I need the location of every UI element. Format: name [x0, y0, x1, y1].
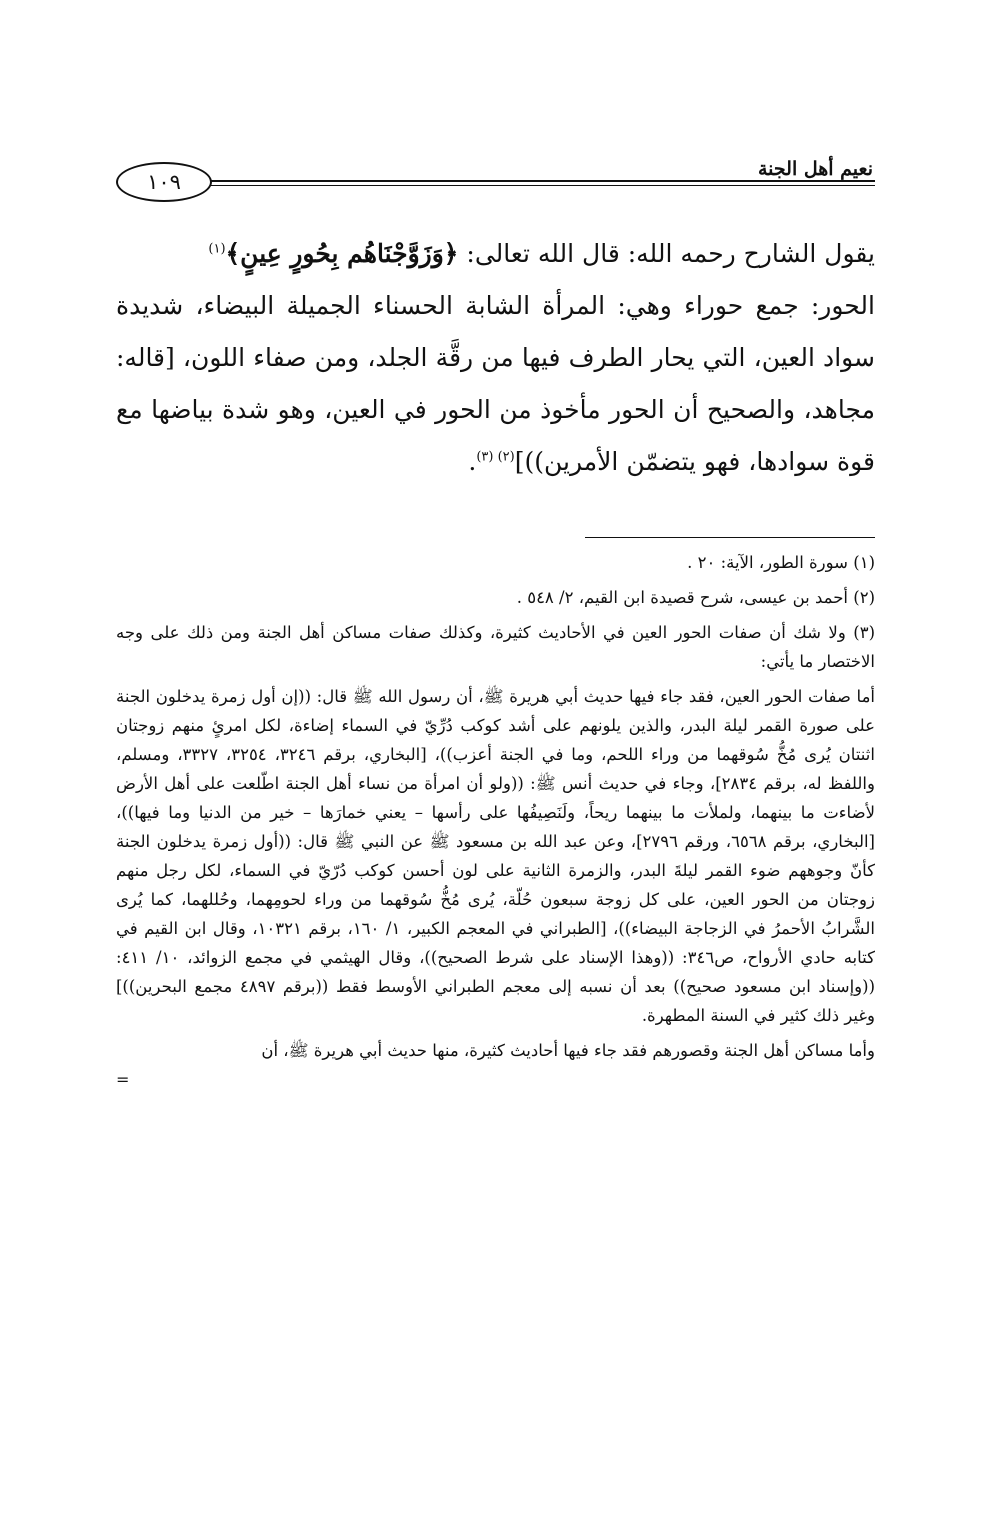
running-header-title: نعيم أهل الجنة [757, 158, 873, 180]
footnote-ref-1: (١) [208, 241, 226, 257]
continuation-mark: = [116, 1070, 130, 1089]
main-paragraph [116, 228, 875, 488]
header-rule [205, 180, 875, 186]
footnote-2: (٢) أحمد بن عيسى، شرح قصيدة ابن القيم، ٢/ ٥٤٨ . [516, 588, 875, 607]
main-body: الحور: جمع حوراء وهي: المرأة الشابة الحسناء الجميلة البيضاء، شديدة سواد العين، التي يحار الطرف فيها من رقَّة الجلد، ومن صفاء اللون، [قاله: مجاهد، والصحيح أن الحور مأخوذ من الحور في العين، وهو شدة بياضها مع قوة سوادها، فهو يتضمّن الأمرين))] [116, 291, 875, 476]
main-lead: يقول الشارح رحمه الله: قال الله تعالى: [458, 239, 875, 268]
page-number: ١٠٩ [116, 162, 212, 202]
main-first-line [116, 228, 875, 280]
footnote-3-hadith-paragraph: أما صفات الحور العين، فقد جاء فيها حديث أبي هريرة ﷺ، أن رسول الله ﷺ قال: ((إن أول زمرة يدخلون الجنة على صورة القمر ليلة البدر، والذين يلونهم على أشد كوكب دُرِّيّ في السماء إضاءة، لكل امرئٍ منهم زوجتان اثنتان يُرى مُخُّ سُوقهما من وراء اللحم، وما في الجنة أعزب))، [البخاري، برقم ٣٢٤٦، ٣٢٥٤، ٣٣٢٧، ومسلم، واللفظ له، برقم ٢٨٣٤]، وجاء في حديث أنس ﷺ: ((ولو أن امرأة من نساء أهل الجنة اطّلعت على أهل الأرض لأضاءت ما بينهما، ولملأت ما بينهما ريحاً، ولَنَصِيفُها على رأسها – يعني خمارَها – خير من الدنيا وما فيها))، [البخاري، برقم ٦٥٦٨، ورقم ٢٧٩٦]، وعن عبد الله بن مسعود ﷺ عن النبي ﷺ قال: ((أول زمرة يدخلون الجنة كأنّ وجوههم ضوء القمر ليلةَ البدر، والزمرة الثانية على لون أحسن كوكب دُرّيّ في السماء، لكل رجل منهم زوجتان من الحور العين، على كل زوجة سبعون حُلّة، يُرى مُخُّ سُوقهما من وراء لحومِهما، وحُللهما، كما يُرى الشَّرابُ الأحمرُ في الزجاجة البيضاء))، [الطبراني في المعجم الكبير، ١/ ١٦٠، برقم ١٠٣٢١، وقال ابن القيم في كتابه حادي الأرواح، ص٣٤٦: ((وهذا الإسناد على شرط الصحيح))، وقال الهيثمي في مجمع الزوائد، ١٠/ ٤١١: ((وإسناد ابن مسعود صحيح)) بعد أن نسبه إلى معجم الطبراني الأوسط فقط ((برقم ٤٨٩٧ مجمع البحرين))] وغير ذلك كثير في السنة المطهرة. [116, 687, 876, 1025]
footnote-3: (٣) ولا شك أن صفات الحور العين في الأحاديث كثيرة، وكذلك صفات مساكن أهل الجنة ومن ذلك على وجه الاختصار ما يأتي: [116, 623, 875, 671]
footnote-ref-2-3: (٢) (٣) [476, 449, 515, 465]
footnote-1: (١) سورة الطور، الآية: ٢٠ . [687, 553, 875, 572]
main-end: . [468, 447, 477, 476]
footnotes [116, 548, 875, 1089]
quran-verse: ﴿وَزَوَّجْنَاهُم بِحُورٍ عِينٍ﴾ [225, 239, 459, 268]
footnote-3-dwellings-paragraph: وأما مساكن أهل الجنة وقصورهم فقد جاء فيها أحاديث كثيرة، منها حديث أبي هريرة ﷺ، أن [261, 1041, 875, 1060]
footnote-separator [585, 537, 875, 538]
main-body-text [116, 280, 875, 488]
